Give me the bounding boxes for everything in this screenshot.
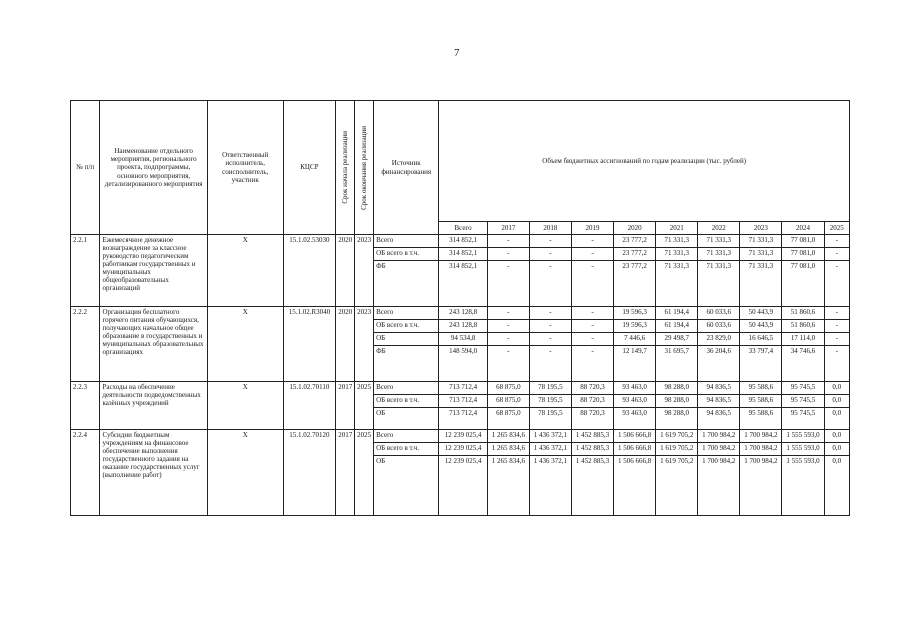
value-cell: 1 700 984,2: [698, 443, 740, 456]
value-cell: 12 239 025,4: [439, 443, 487, 456]
value-cell: 68 875,0: [487, 382, 529, 395]
value-cell: 77 081,0: [782, 248, 824, 261]
value-cell: 1 265 834,6: [487, 443, 529, 456]
value-cell: 77 081,0: [782, 235, 824, 248]
header-source: Источник финансирования: [374, 101, 439, 235]
year-header: 2023: [740, 222, 782, 235]
year-header: 2021: [656, 222, 698, 235]
value-cell: 29 498,7: [656, 333, 698, 346]
value-cell: 1 700 984,2: [698, 430, 740, 443]
value-cell: 1 265 834,6: [487, 456, 529, 516]
value-cell: 61 194,4: [656, 307, 698, 320]
value-cell: 94 836,5: [698, 382, 740, 395]
source-cell: Всего: [374, 430, 439, 443]
value-cell: 71 331,3: [698, 261, 740, 307]
value-cell: 23 777,2: [614, 235, 656, 248]
value-cell: 23 777,2: [614, 261, 656, 307]
value-cell: -: [487, 307, 529, 320]
value-cell: 12 149,7: [614, 346, 656, 382]
item-end: 2025: [355, 430, 374, 516]
table-row: [71, 382, 850, 395]
header-name: Наименование отдельного мероприятия, регионального проекта, подпрограммы, основного мероприятия, детализированного мероприятия: [100, 101, 207, 235]
value-cell: 1 436 372,1: [529, 456, 571, 516]
item-num: 2.2.4: [71, 430, 100, 516]
value-cell: 78 195,5: [529, 382, 571, 395]
value-cell: 71 331,3: [698, 235, 740, 248]
value-cell: 71 331,3: [698, 248, 740, 261]
value-cell: 71 331,3: [740, 261, 782, 307]
value-cell: -: [571, 307, 613, 320]
value-cell: 95 745,5: [782, 395, 824, 408]
value-cell: 95 588,6: [740, 382, 782, 395]
value-cell: 71 331,3: [656, 261, 698, 307]
source-cell: ОБ: [374, 333, 439, 346]
value-cell: 713 712,4: [439, 382, 487, 395]
year-header: 2025: [824, 222, 849, 235]
budget-table: [70, 100, 850, 516]
value-cell: 1 700 984,2: [740, 456, 782, 516]
value-cell: 88 720,3: [571, 408, 613, 430]
item-name: Субсидии бюджетным учреждениям на финансовое обеспечение выполнения государственного задания на оказание государственных услуг (выполнение работ): [100, 430, 207, 516]
page-number: 7: [454, 47, 460, 59]
value-cell: -: [824, 261, 849, 307]
value-cell: 94 836,5: [698, 408, 740, 430]
value-cell: 0,0: [824, 443, 849, 456]
value-cell: 1 619 705,2: [656, 430, 698, 443]
value-cell: -: [529, 261, 571, 307]
value-cell: -: [529, 320, 571, 333]
value-cell: 50 443,9: [740, 320, 782, 333]
value-cell: 314 852,1: [439, 248, 487, 261]
value-cell: 34 746,6: [782, 346, 824, 382]
value-cell: 95 745,5: [782, 382, 824, 395]
value-cell: 31 695,7: [656, 346, 698, 382]
source-cell: ОБ: [374, 456, 439, 516]
value-cell: 0,0: [824, 430, 849, 443]
value-cell: 94 534,8: [439, 333, 487, 346]
value-cell: -: [487, 248, 529, 261]
item-name: Организация бесплатного горячего питания обучающихся, получающих начальное общее образование в государственных и муниципальных образовательных организациях: [100, 307, 207, 382]
value-cell: -: [571, 261, 613, 307]
value-cell: 50 443,9: [740, 307, 782, 320]
value-cell: 1 452 885,3: [571, 456, 613, 516]
table-body: [71, 235, 850, 516]
value-cell: 95 588,6: [740, 395, 782, 408]
value-cell: 713 712,4: [439, 395, 487, 408]
value-cell: -: [824, 248, 849, 261]
value-cell: 1 619 705,2: [656, 456, 698, 516]
source-cell: ФБ: [374, 261, 439, 307]
value-cell: 60 033,6: [698, 320, 740, 333]
value-cell: 33 797,4: [740, 346, 782, 382]
value-cell: 1 555 593,0: [782, 430, 824, 443]
value-cell: 68 875,0: [487, 395, 529, 408]
item-start: 2017: [336, 430, 355, 516]
value-cell: -: [529, 235, 571, 248]
value-cell: 1 506 666,8: [614, 456, 656, 516]
value-cell: 1 700 984,2: [698, 456, 740, 516]
value-cell: 12 239 025,4: [439, 430, 487, 443]
header-num: № п/п: [71, 101, 100, 235]
value-cell: 12 239 025,4: [439, 456, 487, 516]
item-end: 2023: [355, 307, 374, 382]
value-cell: 77 081,0: [782, 261, 824, 307]
item-start: 2017: [336, 382, 355, 430]
value-cell: 61 194,4: [656, 320, 698, 333]
value-cell: 71 331,3: [656, 248, 698, 261]
item-end: 2025: [355, 382, 374, 430]
source-cell: Всего: [374, 382, 439, 395]
value-cell: 1 506 666,8: [614, 430, 656, 443]
value-cell: -: [824, 307, 849, 320]
value-cell: 71 331,3: [740, 235, 782, 248]
header-budget: Объем бюджетных ассигнований по годам реализации (тыс. рублей): [439, 101, 850, 222]
value-cell: -: [529, 333, 571, 346]
value-cell: -: [529, 346, 571, 382]
source-cell: ОБ всего в т.ч.: [374, 395, 439, 408]
value-cell: 314 852,1: [439, 235, 487, 248]
value-cell: 1 700 984,2: [740, 443, 782, 456]
header-responsible: Ответственный исполнитель, соисполнитель, участник: [207, 101, 283, 235]
value-cell: 51 860,6: [782, 320, 824, 333]
value-cell: 78 195,5: [529, 395, 571, 408]
value-cell: 98 288,0: [656, 382, 698, 395]
value-cell: 243 128,8: [439, 307, 487, 320]
table-row: [71, 430, 850, 443]
value-cell: 19 596,3: [614, 320, 656, 333]
value-cell: -: [487, 235, 529, 248]
source-cell: Всего: [374, 307, 439, 320]
value-cell: 1 452 885,3: [571, 443, 613, 456]
value-cell: 0,0: [824, 395, 849, 408]
value-cell: -: [571, 346, 613, 382]
source-cell: ОБ: [374, 408, 439, 430]
value-cell: 1 452 885,3: [571, 430, 613, 443]
source-cell: ОБ всего в т.ч.: [374, 443, 439, 456]
value-cell: -: [824, 235, 849, 248]
value-cell: 93 463,0: [614, 408, 656, 430]
source-cell: ОБ всего в т.ч.: [374, 320, 439, 333]
value-cell: -: [824, 346, 849, 382]
source-cell: ОБ всего в т.ч.: [374, 248, 439, 261]
value-cell: 713 712,4: [439, 408, 487, 430]
item-num: 2.2.1: [71, 235, 100, 307]
value-cell: 88 720,3: [571, 382, 613, 395]
value-cell: 7 446,6: [614, 333, 656, 346]
year-header: 2017: [487, 222, 529, 235]
value-cell: 1 436 372,1: [529, 443, 571, 456]
value-cell: -: [571, 320, 613, 333]
value-cell: -: [487, 261, 529, 307]
value-cell: 78 195,5: [529, 408, 571, 430]
year-header: 2022: [698, 222, 740, 235]
value-cell: 0,0: [824, 408, 849, 430]
value-cell: -: [571, 248, 613, 261]
item-end: 2023: [355, 235, 374, 307]
value-cell: 243 128,8: [439, 320, 487, 333]
year-header: 2020: [614, 222, 656, 235]
value-cell: 148 594,0: [439, 346, 487, 382]
item-num: 2.2.2: [71, 307, 100, 382]
item-start: 2020: [336, 235, 355, 307]
value-cell: 95 745,5: [782, 408, 824, 430]
item-responsible: Х: [207, 235, 283, 307]
source-cell: Всего: [374, 235, 439, 248]
value-cell: 314 852,1: [439, 261, 487, 307]
value-cell: 95 588,6: [740, 408, 782, 430]
value-cell: -: [529, 248, 571, 261]
value-cell: 23 777,2: [614, 248, 656, 261]
item-kcsr: 15.1.02.70110: [283, 382, 336, 430]
item-kcsr: 15.1.02.53030: [283, 235, 336, 307]
header-end: Срок окончания реализации: [355, 101, 374, 235]
value-cell: 93 463,0: [614, 382, 656, 395]
value-cell: -: [571, 235, 613, 248]
item-num: 2.2.3: [71, 382, 100, 430]
table-row: [71, 307, 850, 320]
value-cell: 36 204,6: [698, 346, 740, 382]
value-cell: 0,0: [824, 456, 849, 516]
source-cell: ФБ: [374, 346, 439, 382]
value-cell: -: [824, 333, 849, 346]
item-responsible: Х: [207, 430, 283, 516]
header-kcsr: КЦСР: [283, 101, 336, 235]
value-cell: 1 265 834,6: [487, 430, 529, 443]
item-start: 2020: [336, 307, 355, 382]
year-header: 2019: [571, 222, 613, 235]
value-cell: 1 555 593,0: [782, 443, 824, 456]
value-cell: 1 506 666,8: [614, 443, 656, 456]
value-cell: 98 288,0: [656, 408, 698, 430]
year-header: Всего: [439, 222, 487, 235]
item-responsible: Х: [207, 382, 283, 430]
item-name: Ежемесячное денежное вознаграждение за классное руководство педагогическим работникам государственных и муниципальных общеобразовательных организаций: [100, 235, 207, 307]
value-cell: -: [487, 346, 529, 382]
value-cell: 1 555 593,0: [782, 456, 824, 516]
header-start: Срок начала реализации: [336, 101, 355, 235]
value-cell: -: [487, 320, 529, 333]
value-cell: -: [529, 307, 571, 320]
value-cell: -: [487, 333, 529, 346]
item-kcsr: 15.1.02.R3040: [283, 307, 336, 382]
value-cell: 94 836,5: [698, 395, 740, 408]
value-cell: 71 331,3: [740, 248, 782, 261]
year-header: 2024: [782, 222, 824, 235]
table-row: [71, 235, 850, 248]
item-name: Расходы на обеспечение деятельности подведомственных казённых учреждений: [100, 382, 207, 430]
value-cell: 71 331,3: [656, 235, 698, 248]
value-cell: -: [571, 333, 613, 346]
value-cell: 1 436 372,1: [529, 430, 571, 443]
value-cell: 23 829,0: [698, 333, 740, 346]
year-header: 2018: [529, 222, 571, 235]
value-cell: 98 288,0: [656, 395, 698, 408]
value-cell: 1 700 984,2: [740, 430, 782, 443]
value-cell: -: [824, 320, 849, 333]
item-kcsr: 15.1.02.70120: [283, 430, 336, 516]
value-cell: 19 596,3: [614, 307, 656, 320]
value-cell: 1 619 705,2: [656, 443, 698, 456]
value-cell: 16 646,5: [740, 333, 782, 346]
value-cell: 60 033,6: [698, 307, 740, 320]
value-cell: 0,0: [824, 382, 849, 395]
item-responsible: Х: [207, 307, 283, 382]
value-cell: 88 720,3: [571, 395, 613, 408]
value-cell: 51 860,6: [782, 307, 824, 320]
value-cell: 17 114,0: [782, 333, 824, 346]
value-cell: 68 875,0: [487, 408, 529, 430]
value-cell: 93 463,0: [614, 395, 656, 408]
